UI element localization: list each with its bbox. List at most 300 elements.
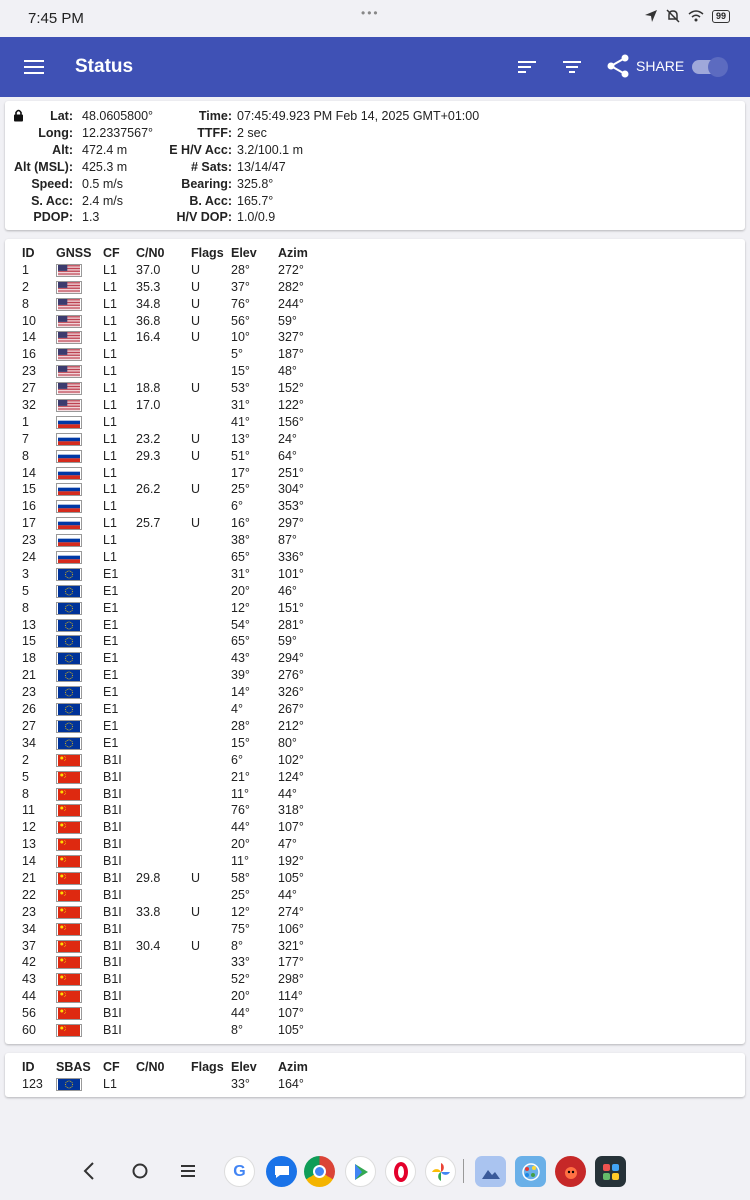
- constellation-flag: [56, 517, 82, 530]
- carrier-freq: L1: [103, 313, 117, 328]
- cn0-value: 29.8: [136, 870, 161, 885]
- header-cf: CF: [103, 246, 120, 260]
- location-card: [5, 101, 745, 230]
- elevation-value: 75°: [231, 921, 250, 936]
- carrier-freq: E1: [103, 634, 119, 649]
- russia-flag-icon: [56, 433, 82, 446]
- eu-flag-icon: [56, 619, 82, 632]
- cn0-value: 37.0: [136, 262, 161, 277]
- elevation-value: 6°: [231, 499, 243, 514]
- sat-id: 12: [22, 820, 36, 835]
- location-value: 325.8°: [237, 176, 274, 191]
- azimuth-value: 297°: [278, 516, 304, 531]
- sat-id: 23: [22, 904, 36, 919]
- azimuth-value: 327°: [278, 330, 304, 345]
- azimuth-value: 274°: [278, 904, 304, 919]
- carrier-freq: L1: [103, 516, 117, 531]
- elevation-value: 65°: [231, 550, 250, 565]
- constellation-flag: [56, 619, 82, 632]
- location-label: E H/V Acc:: [169, 142, 232, 157]
- azimuth-value: 59°: [278, 313, 297, 328]
- sat-id: 5: [22, 583, 29, 598]
- azimuth-value: 80°: [278, 735, 297, 750]
- constellation-flag: [56, 821, 82, 834]
- azimuth-value: 107°: [278, 1006, 304, 1021]
- location-label: S. Acc:: [31, 193, 73, 208]
- elevation-value: 25°: [231, 482, 250, 497]
- bell-off-icon: [666, 9, 680, 23]
- flags-value: U: [191, 938, 201, 953]
- china-flag-icon: [56, 990, 82, 1003]
- elevation-value: 8°: [231, 938, 243, 953]
- photos-icon[interactable]: [425, 1156, 456, 1187]
- header-cn0: C/N0: [136, 246, 165, 260]
- constellation-flag: [56, 315, 82, 328]
- elevation-value: 53°: [231, 381, 250, 396]
- sat-id: 1: [22, 262, 29, 277]
- carrier-freq: B1I: [103, 921, 122, 936]
- cn0-value: 36.8: [136, 313, 161, 328]
- elevation-value: 13°: [231, 431, 250, 446]
- azimuth-value: 164°: [278, 1076, 304, 1091]
- azimuth-value: 46°: [278, 583, 297, 598]
- constellation-flag: [56, 416, 82, 429]
- constellation-flag: [56, 652, 82, 665]
- sat-id: 37: [22, 938, 36, 953]
- azimuth-value: 326°: [278, 685, 304, 700]
- toggle-thumb: [708, 57, 728, 77]
- sat-id: 42: [22, 955, 36, 970]
- china-flag-icon: [56, 906, 82, 919]
- header-sbas: SBAS: [56, 1060, 91, 1074]
- carrier-freq: L1: [103, 1076, 117, 1091]
- flags-value: U: [191, 381, 201, 396]
- azimuth-value: 177°: [278, 955, 304, 970]
- sat-id: 8: [22, 786, 29, 801]
- azimuth-value: 244°: [278, 296, 304, 311]
- eu-flag-icon: [56, 720, 82, 733]
- elevation-value: 51°: [231, 448, 250, 463]
- battery-icon: 99: [712, 10, 730, 23]
- sat-id: 43: [22, 972, 36, 987]
- header-azim: Azim: [278, 246, 308, 260]
- location-right-labels: [155, 108, 232, 226]
- constellation-flag: [56, 889, 82, 902]
- russia-flag-icon: [56, 450, 82, 463]
- china-flag-icon: [56, 838, 82, 851]
- carrier-freq: B1I: [103, 870, 122, 885]
- sat-id: 22: [22, 887, 36, 902]
- cn0-value: 16.4: [136, 330, 161, 345]
- elevation-value: 43°: [231, 651, 250, 666]
- sat-id: 14: [22, 465, 36, 480]
- carrier-freq: B1I: [103, 972, 122, 987]
- location-value: 472.4 m: [82, 142, 128, 157]
- location-label: # Sats:: [191, 159, 232, 174]
- sat-id: 56: [22, 1006, 36, 1021]
- elevation-value: 20°: [231, 837, 250, 852]
- azimuth-value: 102°: [278, 752, 304, 767]
- carrier-freq: E1: [103, 668, 119, 683]
- constellation-flag: [56, 737, 82, 750]
- location-value: 2 sec: [237, 125, 267, 140]
- sat-id: 44: [22, 989, 36, 1004]
- usa-flag-icon: [56, 298, 82, 311]
- sat-id: 5: [22, 769, 29, 784]
- carrier-freq: B1I: [103, 989, 122, 1004]
- sat-id: 16: [22, 499, 36, 514]
- azimuth-value: 105°: [278, 870, 304, 885]
- location-value: 165.7°: [237, 193, 274, 208]
- elevation-value: 54°: [231, 617, 250, 632]
- clock: 7:45 PM: [28, 10, 84, 27]
- azimuth-value: 251°: [278, 465, 304, 480]
- carrier-freq: B1I: [103, 955, 122, 970]
- azimuth-value: 192°: [278, 854, 304, 869]
- menu-icon[interactable]: [22, 55, 46, 79]
- sat-id: 24: [22, 550, 36, 565]
- google-icon[interactable]: G: [224, 1156, 255, 1187]
- constellation-flag: [56, 1078, 82, 1091]
- location-label: Lat:: [50, 109, 73, 123]
- sat-id: 2: [22, 752, 29, 767]
- constellation-flag: [56, 602, 82, 615]
- filter-icon[interactable]: [561, 57, 583, 77]
- azimuth-value: 44°: [278, 887, 297, 902]
- cn0-value: 29.3: [136, 448, 161, 463]
- location-value: 1.0/0.9: [237, 210, 276, 225]
- elevation-value: 10°: [231, 330, 250, 345]
- location-value: 1.3: [82, 210, 100, 225]
- sat-id: 60: [22, 1022, 36, 1037]
- eu-flag-icon: [56, 686, 82, 699]
- location-value: 13/14/47: [237, 159, 286, 174]
- cn0-value: 25.7: [136, 516, 161, 531]
- azimuth-value: 47°: [278, 837, 297, 852]
- azimuth-value: 304°: [278, 482, 304, 497]
- sat-id: 8: [22, 600, 29, 615]
- header-cf: CF: [103, 1060, 120, 1074]
- elevation-value: 31°: [231, 398, 250, 413]
- elevation-value: 76°: [231, 296, 250, 311]
- cn0-value: 23.2: [136, 431, 161, 446]
- sat-id: 15: [22, 482, 36, 497]
- location-label: Alt (MSL):: [13, 159, 73, 174]
- azimuth-value: 87°: [278, 533, 297, 548]
- flags-value: U: [191, 516, 201, 531]
- sort-icon[interactable]: [516, 57, 538, 77]
- azimuth-value: 24°: [278, 431, 297, 446]
- azimuth-value: 107°: [278, 820, 304, 835]
- azimuth-value: 59°: [278, 634, 297, 649]
- flags-value: U: [191, 431, 201, 446]
- sat-id: 34: [22, 921, 36, 936]
- back-icon[interactable]: [81, 1160, 97, 1182]
- header-azim: Azim: [278, 1060, 308, 1074]
- sat-id: 1: [22, 414, 29, 429]
- flags-value: U: [191, 904, 201, 919]
- sat-id: 3: [22, 566, 29, 581]
- constellation-flag: [56, 500, 82, 513]
- carrier-freq: L1: [103, 398, 117, 413]
- constellation-flag: [56, 771, 82, 784]
- azimuth-value: 101°: [278, 566, 304, 581]
- location-value: 07:45:49.923 PM Feb 14, 2025 GMT+01:00: [237, 109, 480, 123]
- azimuth-value: 212°: [278, 718, 304, 733]
- constellation-flag: [56, 399, 82, 412]
- constellation-flag: [56, 1024, 82, 1037]
- cn0-value: 26.2: [136, 482, 161, 497]
- location-left-values: [82, 108, 153, 226]
- carrier-freq: B1I: [103, 1022, 122, 1037]
- constellation-flag: [56, 281, 82, 294]
- sat-id: 15: [22, 634, 36, 649]
- recents-icon[interactable]: [178, 1160, 198, 1182]
- location-left-labels: [5, 108, 73, 226]
- carrier-freq: E1: [103, 718, 119, 733]
- elevation-value: 52°: [231, 972, 250, 987]
- elevation-value: 58°: [231, 870, 250, 885]
- messages-icon[interactable]: [266, 1156, 297, 1187]
- azimuth-value: 294°: [278, 651, 304, 666]
- header-gnss: GNSS: [56, 246, 92, 260]
- elevation-value: 37°: [231, 279, 250, 294]
- azimuth-value: 281°: [278, 617, 304, 632]
- azimuth-value: 282°: [278, 279, 304, 294]
- carrier-freq: L1: [103, 262, 117, 277]
- azimuth-value: 124°: [278, 769, 304, 784]
- header-elev: Elev: [231, 1060, 257, 1074]
- constellation-flag: [56, 973, 82, 986]
- china-flag-icon: [56, 855, 82, 868]
- elevation-value: 39°: [231, 668, 250, 683]
- cn0-value: 34.8: [136, 296, 161, 311]
- elevation-value: 76°: [231, 803, 250, 818]
- app-icon[interactable]: [555, 1156, 586, 1187]
- carrier-freq: L1: [103, 414, 117, 429]
- elevation-value: 33°: [231, 955, 250, 970]
- carrier-freq: E1: [103, 702, 119, 717]
- azimuth-value: 114°: [278, 989, 303, 1004]
- russia-flag-icon: [56, 517, 82, 530]
- elevation-value: 44°: [231, 820, 250, 835]
- cn0-value: 35.3: [136, 279, 161, 294]
- azimuth-value: 105°: [278, 1022, 304, 1037]
- app-drawer-icon[interactable]: [595, 1156, 626, 1187]
- play-store-icon[interactable]: [345, 1156, 376, 1187]
- sat-id: 13: [22, 617, 36, 632]
- constellation-flag: [56, 568, 82, 581]
- navigation-bar: [0, 1143, 750, 1200]
- elevation-value: 65°: [231, 634, 250, 649]
- elevation-value: 38°: [231, 533, 250, 548]
- constellation-flag: [56, 838, 82, 851]
- usa-flag-icon: [56, 315, 82, 328]
- cn0-value: 17.0: [136, 398, 161, 413]
- sat-id: 11: [22, 803, 35, 818]
- elevation-value: 44°: [231, 1006, 250, 1021]
- share-icon: [606, 53, 630, 79]
- carrier-freq: E1: [103, 685, 119, 700]
- system-status-bar: [0, 0, 750, 37]
- russia-flag-icon: [56, 551, 82, 564]
- location-label: Time:: [198, 109, 232, 123]
- azimuth-value: 122°: [278, 398, 304, 413]
- sat-id: 32: [22, 398, 36, 413]
- sat-id: 17: [22, 516, 36, 531]
- elevation-value: 41°: [231, 414, 250, 429]
- sat-id: 34: [22, 735, 36, 750]
- russia-flag-icon: [56, 534, 82, 547]
- elevation-value: 12°: [231, 904, 250, 919]
- china-flag-icon: [56, 788, 82, 801]
- location-label: Alt:: [52, 142, 73, 157]
- china-flag-icon: [56, 872, 82, 885]
- constellation-flag: [56, 551, 82, 564]
- elevation-value: 5°: [231, 347, 243, 362]
- azimuth-value: 318°: [278, 803, 304, 818]
- carrier-freq: E1: [103, 583, 119, 598]
- sat-id: 23: [22, 364, 36, 379]
- sat-id: 14: [22, 330, 36, 345]
- carrier-freq: B1I: [103, 769, 122, 784]
- header-id: ID: [22, 1060, 35, 1074]
- constellation-flag: [56, 433, 82, 446]
- header-cn0: C/N0: [136, 1060, 165, 1074]
- carrier-freq: E1: [103, 617, 119, 632]
- constellation-flag: [56, 906, 82, 919]
- carrier-freq: E1: [103, 735, 119, 750]
- tracking-toggle[interactable]: [692, 57, 726, 75]
- header-elev: Elev: [231, 246, 257, 260]
- usa-flag-icon: [56, 281, 82, 294]
- eu-flag-icon: [56, 669, 82, 682]
- constellation-flag: [56, 872, 82, 885]
- gps-test-icon[interactable]: [515, 1156, 546, 1187]
- azimuth-value: 321°: [278, 938, 304, 953]
- sat-id: 13: [22, 837, 36, 852]
- page-title: Status: [75, 56, 134, 77]
- azimuth-value: 272°: [278, 262, 304, 277]
- sat-id: 8: [22, 448, 29, 463]
- usa-flag-icon: [56, 331, 82, 344]
- china-flag-icon: [56, 956, 82, 969]
- china-flag-icon: [56, 821, 82, 834]
- constellation-flag: [56, 669, 82, 682]
- usa-flag-icon: [56, 399, 82, 412]
- eu-flag-icon: [56, 602, 82, 615]
- carrier-freq: L1: [103, 431, 117, 446]
- sat-id: 10: [22, 313, 36, 328]
- china-flag-icon: [56, 804, 82, 817]
- cn0-value: 18.8: [136, 381, 161, 396]
- elevation-value: 12°: [231, 600, 250, 615]
- sat-id: 2: [22, 279, 29, 294]
- sat-id: 23: [22, 533, 36, 548]
- eu-flag-icon: [56, 652, 82, 665]
- usa-flag-icon: [56, 348, 82, 361]
- sat-id: 8: [22, 296, 29, 311]
- eu-flag-icon: [56, 703, 82, 716]
- elevation-value: 15°: [231, 364, 250, 379]
- azimuth-value: 353°: [278, 499, 304, 514]
- flags-value: U: [191, 296, 201, 311]
- gallery-icon[interactable]: [475, 1156, 506, 1187]
- home-icon[interactable]: [130, 1160, 150, 1182]
- elevation-value: 11°: [231, 786, 249, 801]
- china-flag-icon: [56, 973, 82, 986]
- elevation-value: 28°: [231, 718, 250, 733]
- location-label: TTFF:: [197, 125, 232, 140]
- elevation-value: 56°: [231, 313, 250, 328]
- sbas-status-card: [5, 1053, 745, 1097]
- chrome-icon[interactable]: [304, 1156, 335, 1187]
- flags-value: U: [191, 482, 201, 497]
- sat-id: 21: [22, 870, 36, 885]
- elevation-value: 14°: [231, 685, 250, 700]
- azimuth-value: 187°: [278, 347, 304, 362]
- location-right-values: [237, 108, 479, 226]
- carrier-freq: L1: [103, 465, 117, 480]
- carrier-freq: L1: [103, 381, 117, 396]
- elevation-value: 21°: [231, 769, 250, 784]
- location-value: 0.5 m/s: [82, 176, 123, 191]
- carrier-freq: B1I: [103, 1006, 122, 1021]
- multitask-dots-icon[interactable]: •••: [361, 6, 380, 20]
- china-flag-icon: [56, 754, 82, 767]
- header-id: ID: [22, 246, 35, 260]
- flags-value: U: [191, 330, 201, 345]
- elevation-value: 11°: [231, 854, 249, 869]
- location-arrow-icon: [644, 9, 658, 23]
- china-flag-icon: [56, 771, 82, 784]
- status-icons: [644, 9, 730, 23]
- elevation-value: 6°: [231, 752, 243, 767]
- constellation-flag: [56, 365, 82, 378]
- carrier-freq: L1: [103, 279, 117, 294]
- elevation-value: 31°: [231, 566, 250, 581]
- flags-value: U: [191, 870, 201, 885]
- elevation-value: 4°: [231, 702, 243, 717]
- carrier-freq: B1I: [103, 803, 122, 818]
- location-value: 48.0605800°: [82, 109, 154, 123]
- sat-id: 23: [22, 685, 36, 700]
- location-label: PDOP:: [33, 210, 73, 225]
- elevation-value: 16°: [231, 516, 250, 531]
- usa-flag-icon: [56, 365, 82, 378]
- eu-flag-icon: [56, 1078, 82, 1091]
- carrier-freq: E1: [103, 600, 119, 615]
- carrier-freq: L1: [103, 364, 117, 379]
- sat-id: 123: [22, 1076, 43, 1091]
- location-label: B. Acc:: [189, 193, 232, 208]
- constellation-flag: [56, 788, 82, 801]
- russia-flag-icon: [56, 483, 82, 496]
- constellation-flag: [56, 990, 82, 1003]
- elevation-value: 17°: [231, 465, 250, 480]
- constellation-flag: [56, 348, 82, 361]
- opera-icon[interactable]: [385, 1156, 416, 1187]
- carrier-freq: L1: [103, 330, 117, 345]
- share-button[interactable]: [606, 53, 684, 79]
- azimuth-value: 152°: [278, 381, 304, 396]
- china-flag-icon: [56, 940, 82, 953]
- location-label: Bearing:: [181, 176, 232, 191]
- location-value: 425.3 m: [82, 159, 128, 174]
- constellation-flag: [56, 585, 82, 598]
- azimuth-value: 336°: [278, 550, 304, 565]
- azimuth-value: 151°: [278, 600, 304, 615]
